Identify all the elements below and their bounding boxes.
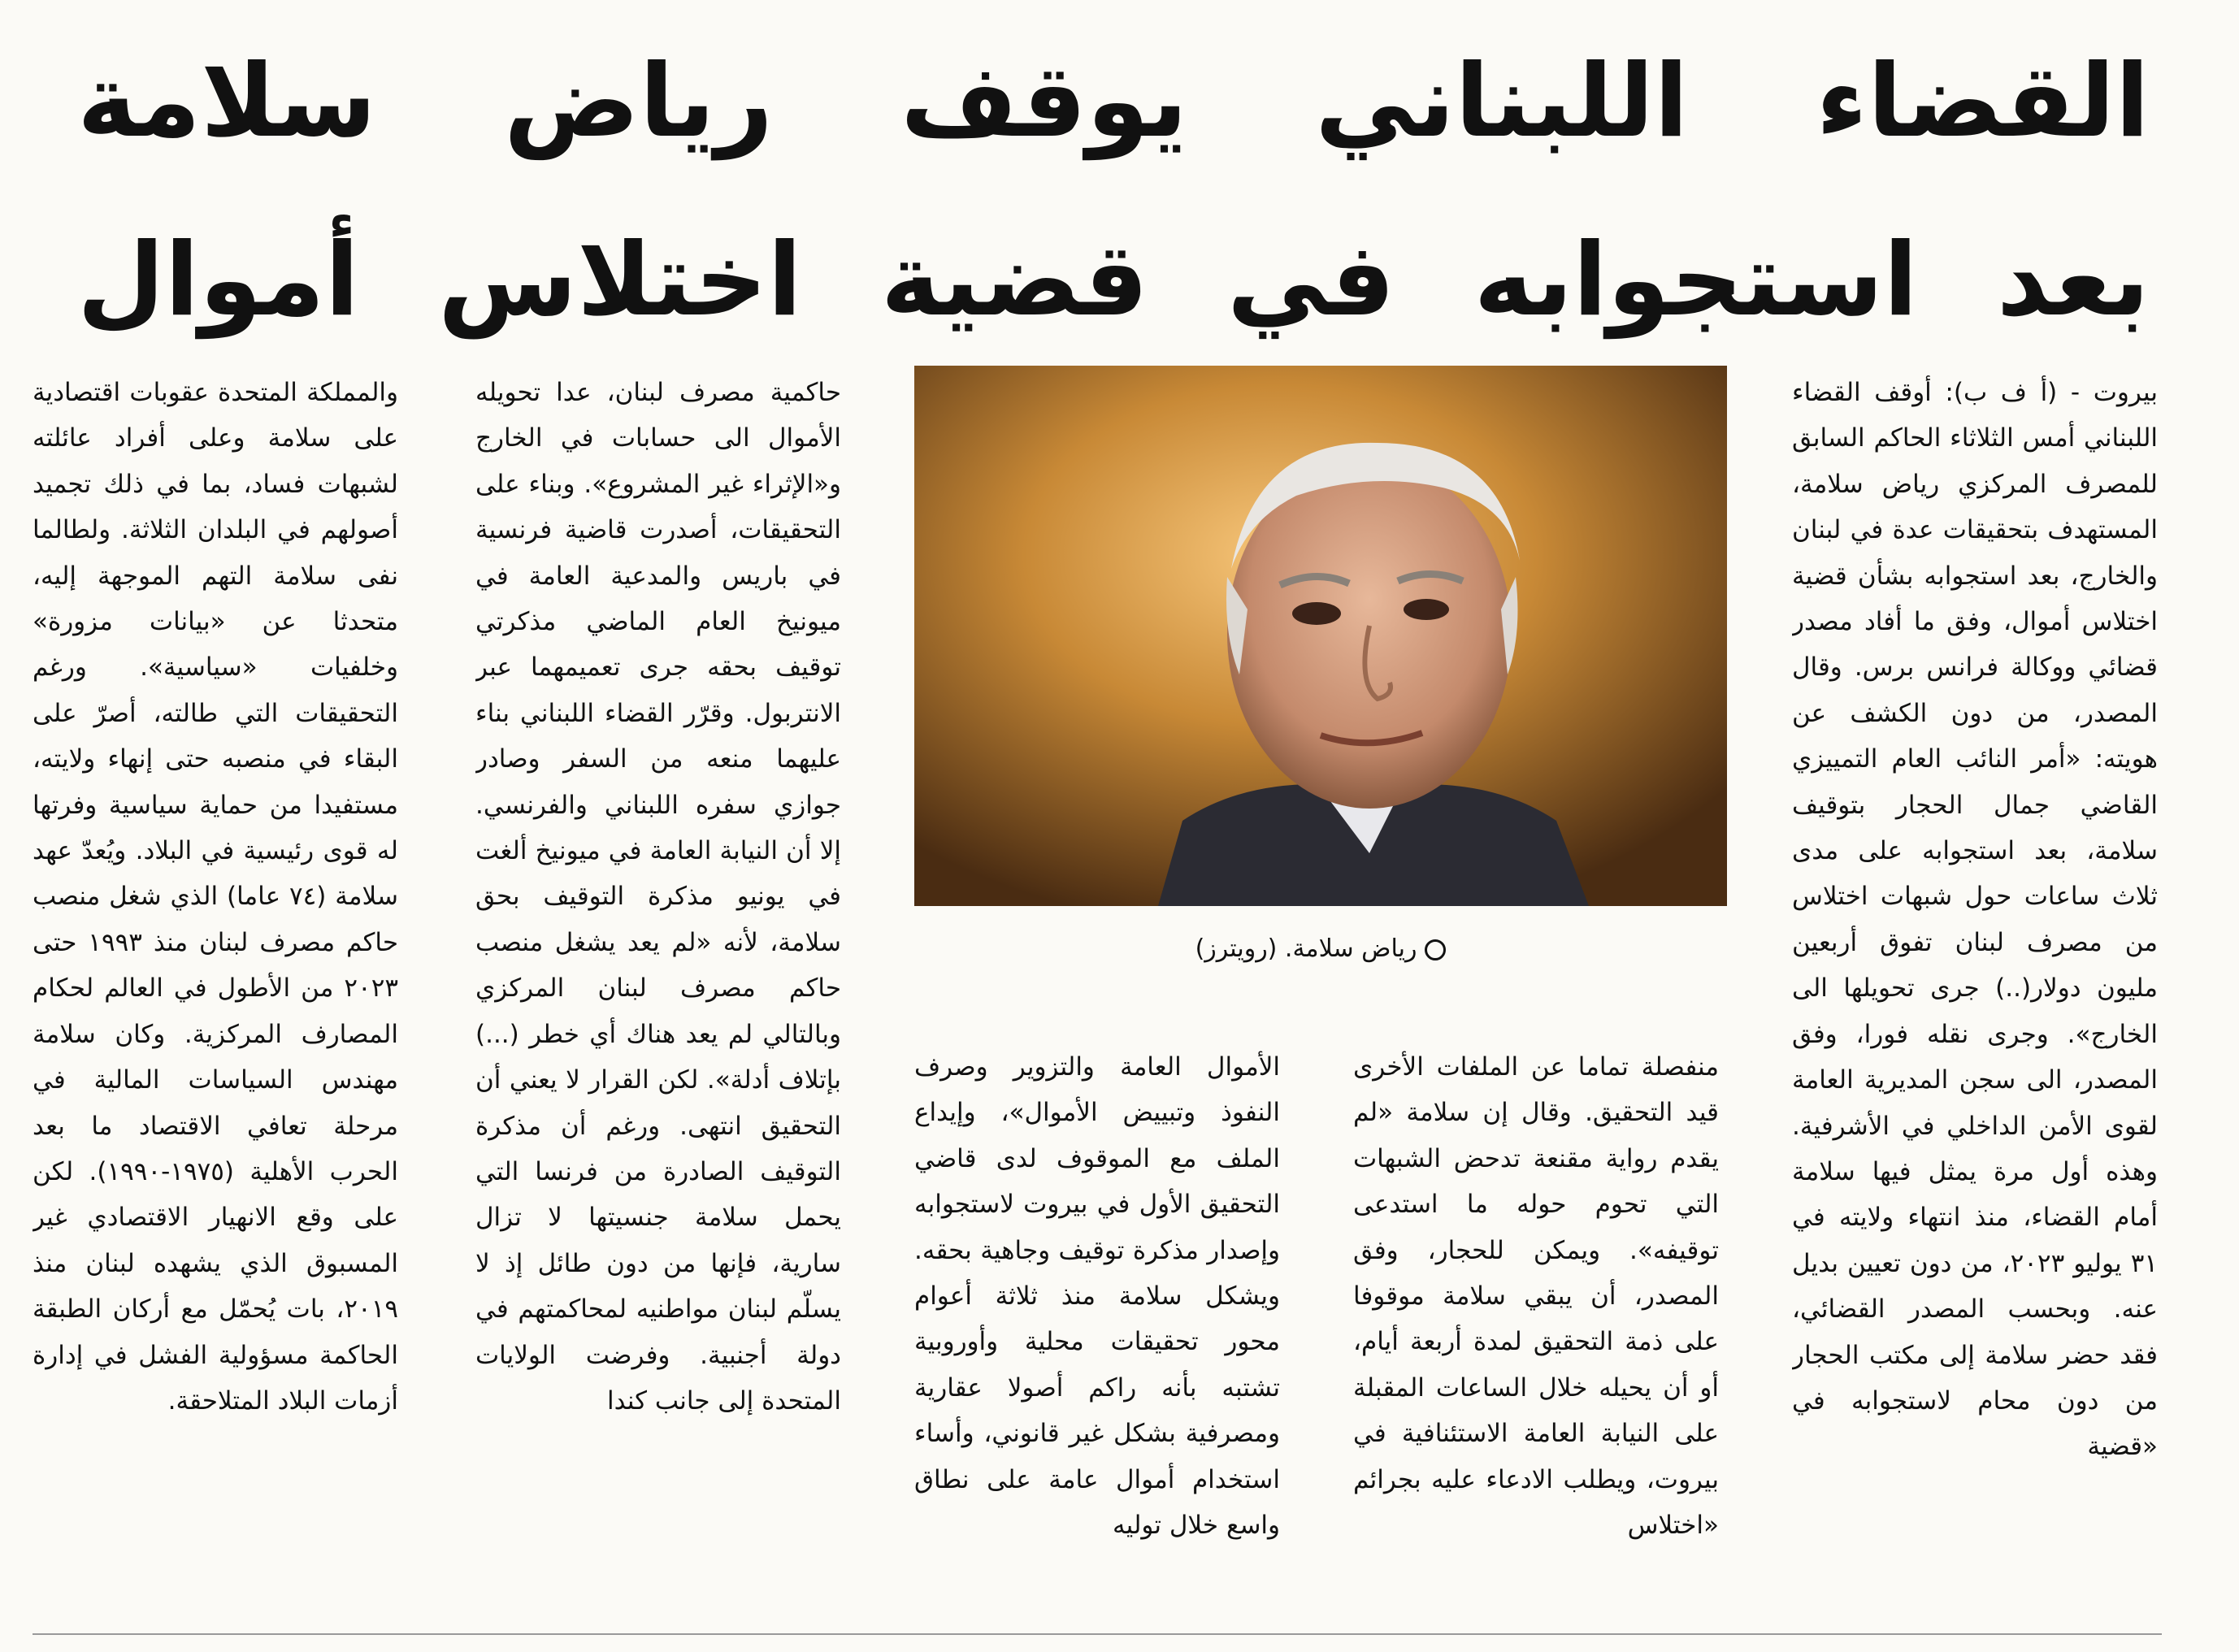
article-column-2 [1353,1044,1719,1629]
portrait-illustration [914,366,1727,906]
caption-text: رياض سلامة. (رويترز) [1195,934,1417,963]
column-2-text: منفصلة تماما عن الملفات الأخرى قيد التحقيق. وقال إن سلامة «لم يقدم رواية مقنعة تدحض الشبهات التي تحوم حوله ما استدعى توقيفه». ويمكن للحجار، وفق المصدر، أن يبقي سلامة موقوفا على ذمة التحقيق لمدة أربعة أيام، أو أن يحيله خلال الساعات المقبلة على النيابة العامة الاستئنافية في بيروت، ويطلب الادعاء عليه بجرائم «اختلاس [1353,1052,1719,1541]
article-column-3 [914,1044,1280,1629]
article-column-1 [1792,370,2158,1629]
portrait-photo [914,366,1727,906]
caption-bullet-icon [1425,939,1446,960]
column-3-text: الأموال العامة والتزوير وصرف النفوذ وتبييض الأموال»، وإيداع الملف مع الموقوف لدى قاضي التحقيق الأول في بيروت لاستجوابه وإصدار مذكرة توقيف وجاهية بحقه. ويشكل سلامة منذ ثلاثة أعوام محور تحقيقات محلية وأوروبية تشتبه بأنه راكم أصولا عقارية ومصرفية بشكل غير قانوني، وأساء استخدام أموال عامة على نطاق واسع خلال توليه [914,1052,1280,1541]
bottom-divider [33,1633,2162,1635]
column-5-text: والمملكة المتحدة عقوبات اقتصادية على سلامة وعلى أفراد عائلته لشبهات فساد، بما في ذلك تجميد أصولهم في البلدان الثلاثة. ولطالما نفى سلامة التهم الموجهة إليه، متحدثا عن «بيانات مزورة» وخلفيات «سياسية». ورغم التحقيقات التي طالته، أصرّ على البقاء في منصبه حتى إنهاء ولايته، مستفيدا من حماية سياسية وفرتها له قوى رئيسية في البلاد. ويُعدّ عهد سلامة (٧٤ عاما) الذي شغل منصب حاكم مصرف لبنان منذ ١٩٩٣ حتى ٢٠٢٣ من الأطول في العالم لحكام المصارف المركزية. وكان سلامة مهندس السياسات المالية في مرحلة تعافي الاقتصاد ما بعد الحرب الأهلية (١٩٧٥-١٩٩٠). لكن على وقع الانهيار الاقتصادي غير المسبوق الذي يشهده لبنان منذ ٢٠١٩، بات يُحمّل مع أركان الطبقة الحاكمة مسؤولية الفشل في إدارة أزمات البلاد المتلاحقة. [33,378,398,1416]
photo-caption [914,934,1727,963]
article-column-5 [33,370,398,1629]
headline-line-2: بعد استجوابه في قضية اختلاس أموال [77,222,2150,339]
article-column-4 [475,370,841,1629]
headline-line-1: القضاء اللبناني يوقف رياض سلامة [77,43,2150,160]
column-1-text: بيروت - (أ ف ب): أوقف القضاء اللبناني أمس الثلاثاء الحاكم السابق للمصرف المركزي رياض سلامة، المستهدف بتحقيقات عدة في لبنان والخارج، بعد استجوابه بشأن قضية اختلاس أموال، وفق ما أفاد مصدر قضائي ووكالة فرانس برس. وقال المصدر، من دون الكشف عن هويته: «أمر النائب العام التمييزي القاضي جمال الحجار بتوقيف سلامة، بعد استجوابه على مدى ثلاث ساعات حول شبهات اختلاس من مصرف لبنان تفوق أربعين مليون دولار(..) جرى تحويلها الى الخارج». وجرى نقله فورا، وفق المصدر، الى سجن المديرية العامة لقوى الأمن الداخلي في الأشرفية. وهذه أول مرة يمثل فيها سلامة أمام القضاء، منذ انتهاء ولايته في ٣١ يوليو ٢٠٢٣، من دون تعيين بديل عنه. وبحسب المصدر القضائي، فقد حضر سلامة إلى مكتب الحجار من دون محام لاستجوابه في «قضية [1792,378,2158,1462]
column-4-text: حاكمية مصرف لبنان، عدا تحويله الأموال الى حسابات في الخارج و«الإثراء غير المشروع». وبناء على التحقيقات، أصدرت قاضية فرنسية في باريس والمدعية العامة في ميونيخ العام الماضي مذكرتي توقيف بحقه جرى تعميمهما عبر الانتربول. وقرّر القضاء اللبناني بناء عليهما منعه من السفر وصادر جوازي سفره اللبناني والفرنسي. إلا أن النيابة العامة في ميونيخ ألغت في يونيو مذكرة التوقيف بحق سلامة، لأنه «لم يعد يشغل منصب حاكم مصرف لبنان المركزي وبالتالي لم يعد هناك أي خطر (...) بإتلاف أدلة». لكن القرار لا يعني أن التحقيق انتهى. ورغم أن مذكرة التوقيف الصادرة من فرنسا التي يحمل سلامة جنسيتها لا تزال سارية، فإنها من دون طائل إذ لا يسلّم لبنان مواطنيه لمحاكمتهم في دولة أجنبية. وفرضت الولايات المتحدة إلى جانب كندا [475,378,841,1416]
